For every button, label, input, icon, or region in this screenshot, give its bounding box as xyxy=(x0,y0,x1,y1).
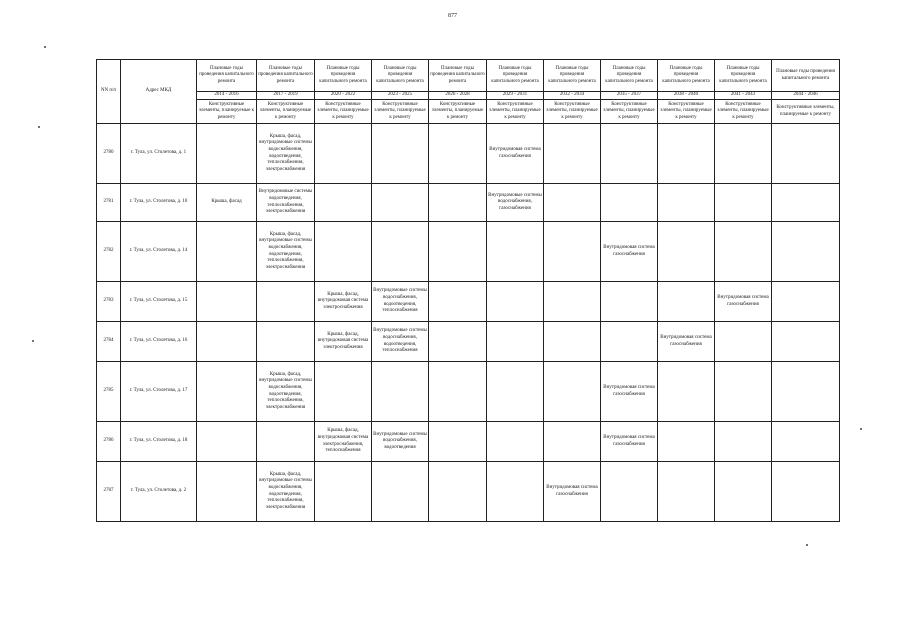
repair-elements-cell xyxy=(544,124,601,184)
repair-elements-cell xyxy=(715,422,772,462)
table-row xyxy=(97,184,840,222)
table-row xyxy=(97,322,840,362)
repair-elements-cell xyxy=(715,322,772,362)
repair-elements-cell: Крыша, фасад, внутридомовые системы водоснабжения, водоотведения, теплоснабжения, электроснабжения xyxy=(257,124,315,184)
scan-speck xyxy=(806,544,808,546)
repair-elements-cell xyxy=(429,184,487,222)
row-address: г. Тула, ул. Столетова, д. 2 xyxy=(121,462,197,522)
repair-elements-cell xyxy=(429,222,487,282)
repair-elements-cell: Крыша, фасад, внутридомовая система электроснабжения xyxy=(315,322,372,362)
repair-elements-cell xyxy=(197,322,257,362)
row-address: г. Тула, ул. Столетова, д. 15 xyxy=(121,282,197,322)
table-row xyxy=(97,222,840,282)
repair-elements-cell xyxy=(487,462,544,522)
repair-elements-cell xyxy=(544,322,601,362)
header-elements: Конструктивные элементы, планируемые к ремонту xyxy=(372,100,429,124)
header-elements: Конструктивные элементы, планируемые к ремонту xyxy=(429,100,487,124)
repair-elements-cell: Внутридомовые системы водоснабжения, газоснабжения xyxy=(487,184,544,222)
repair-elements-cell xyxy=(487,322,544,362)
repair-elements-cell xyxy=(487,362,544,422)
repair-elements-cell: Внутридомовая система газоснабжения xyxy=(544,462,601,522)
row-address: г. Тула, ул. Столетова, д. 17 xyxy=(121,362,197,422)
header-year: 2044 - 2046 xyxy=(772,92,840,100)
repair-elements-cell xyxy=(315,362,372,422)
repair-elements-cell xyxy=(715,462,772,522)
repair-elements-cell xyxy=(715,124,772,184)
repair-elements-cell xyxy=(257,322,315,362)
header-elements: Конструктивные элементы, планируемые к ремонту xyxy=(544,100,601,124)
repair-elements-cell xyxy=(372,124,429,184)
repair-elements-cell xyxy=(487,422,544,462)
repair-elements-cell: Внутридомовая система газоснабжения xyxy=(715,282,772,322)
repair-elements-cell xyxy=(772,184,840,222)
table-row xyxy=(97,422,840,462)
repair-elements-cell xyxy=(429,124,487,184)
repair-elements-cell: Внутридомовая система газоснабжения xyxy=(601,422,658,462)
capital-repair-table xyxy=(96,59,840,522)
repair-elements-cell: Внутридомовая система газоснабжения xyxy=(601,222,658,282)
table-row xyxy=(97,124,840,184)
repair-elements-cell xyxy=(197,422,257,462)
repair-elements-cell xyxy=(315,462,372,522)
repair-elements-cell xyxy=(772,282,840,322)
header-nn: NN п/п xyxy=(97,60,121,124)
header-year: 2038 - 2040 xyxy=(658,92,715,100)
repair-elements-cell: Крыша, фасад, внутридомовые системы водоснабжения, водоотведения, теплоснабжения, электроснабжения xyxy=(257,222,315,282)
repair-elements-cell xyxy=(715,362,772,422)
header-year: 2017 - 2019 xyxy=(257,92,315,100)
table-row xyxy=(97,362,840,422)
repair-elements-cell: Крыша, фасад, внутридомовая система электроснабжения xyxy=(315,282,372,322)
header-year: 2026 - 2028 xyxy=(429,92,487,100)
repair-elements-cell xyxy=(429,362,487,422)
repair-elements-cell xyxy=(487,282,544,322)
repair-elements-cell xyxy=(487,222,544,282)
repair-elements-cell: Крыша, фасад, внутридомовая система электроснабжения, теплоснабжения xyxy=(315,422,372,462)
header-period: Плановые годы проведения капитального ремонта xyxy=(601,60,658,92)
row-number: 2785 xyxy=(97,362,121,422)
table-body xyxy=(97,60,840,522)
repair-elements-cell: Внутридомовые системы водоснабжения, водоотведения, теплоснабжения xyxy=(372,282,429,322)
header-period: Плановые годы проведения капитального ремонта xyxy=(544,60,601,92)
header-period: Плановые годы проведения капитального ремонта xyxy=(715,60,772,92)
repair-elements-cell xyxy=(544,222,601,282)
header-period: Плановые годы проведения капитального ремонта xyxy=(257,60,315,92)
repair-elements-cell xyxy=(772,362,840,422)
header-year: 2020 - 2022 xyxy=(315,92,372,100)
table-row xyxy=(97,282,840,322)
repair-elements-cell xyxy=(658,462,715,522)
scan-speck xyxy=(32,340,34,342)
header-elements: Конструктивные элементы, планируемые к ремонту xyxy=(315,100,372,124)
repair-elements-cell xyxy=(197,124,257,184)
header-period: Плановые годы проведения капитального ремонта xyxy=(372,60,429,92)
header-period: Плановые годы проведения капитального ремонта xyxy=(772,60,840,92)
header-address: Адрес МКД xyxy=(121,60,197,124)
header-period: Плановые годы проведения капитального ремонта xyxy=(429,60,487,92)
repair-elements-cell: Крыша, фасад, внутридомовые системы водоснабжения, водоотведения, теплоснабжения, электроснабжения xyxy=(257,462,315,522)
repair-elements-cell xyxy=(257,282,315,322)
repair-elements-cell xyxy=(772,462,840,522)
repair-elements-cell xyxy=(372,462,429,522)
repair-elements-cell xyxy=(197,282,257,322)
repair-elements-cell: Внутридомовые системы водоотведения, теплоснабжения, электроснабжения xyxy=(257,184,315,222)
repair-elements-cell xyxy=(544,362,601,422)
repair-elements-cell xyxy=(197,222,257,282)
row-number: 2780 xyxy=(97,124,121,184)
page-number: 877 xyxy=(448,13,457,19)
repair-elements-cell: Внутридомовые системы водоснабжения, водоотведения, теплоснабжения xyxy=(372,322,429,362)
scan-speck xyxy=(38,126,40,128)
row-address: г. Тула, ул. Столетова, д. 14 xyxy=(121,222,197,282)
row-address: г. Тула, ул. Столетова, д. 16 xyxy=(121,322,197,362)
header-period: Плановые годы проведения капитального ремонта xyxy=(487,60,544,92)
repair-elements-cell xyxy=(197,462,257,522)
repair-elements-cell: Крыша, фасад, внутридомовые системы водоснабжения, водоотведения, теплоснабжения, электроснабжения xyxy=(257,362,315,422)
header-elements: Конструктивные элементы, планируемые к ремонту xyxy=(197,100,257,124)
repair-elements-cell xyxy=(715,222,772,282)
repair-elements-cell xyxy=(772,124,840,184)
header-elements: Конструктивные элементы, планируемые к ремонту xyxy=(658,100,715,124)
repair-elements-cell xyxy=(601,124,658,184)
row-number: 2787 xyxy=(97,462,121,522)
header-elements: Конструктивные элементы, планируемые к ремонту xyxy=(487,100,544,124)
row-number: 2782 xyxy=(97,222,121,282)
header-year: 2029 - 2031 xyxy=(487,92,544,100)
repair-elements-cell xyxy=(658,222,715,282)
repair-elements-cell xyxy=(772,322,840,362)
repair-elements-cell xyxy=(315,222,372,282)
header-period: Плановые годы проведения капитального ремонта xyxy=(197,60,257,92)
header-row-years xyxy=(97,92,840,100)
repair-elements-cell xyxy=(429,422,487,462)
repair-elements-cell xyxy=(658,422,715,462)
header-period: Плановые годы проведения капитального ремонта xyxy=(658,60,715,92)
repair-elements-cell xyxy=(715,184,772,222)
row-number: 2784 xyxy=(97,322,121,362)
repair-elements-cell: Крыша, фасад xyxy=(197,184,257,222)
repair-elements-cell: Внутридомовые системы водоснабжения, водоотведения xyxy=(372,422,429,462)
header-row-elements xyxy=(97,100,840,124)
row-address: г. Тула, ул. Столетова, д. 1 xyxy=(121,124,197,184)
repair-elements-cell: Внутридомовая система газоснабжения xyxy=(487,124,544,184)
row-number: 2781 xyxy=(97,184,121,222)
row-address: г. Тула, ул. Столетова, д. 18 xyxy=(121,422,197,462)
repair-elements-cell xyxy=(429,282,487,322)
repair-elements-cell xyxy=(257,422,315,462)
repair-elements-cell xyxy=(601,322,658,362)
repair-elements-cell xyxy=(658,362,715,422)
header-year: 2032 - 2034 xyxy=(544,92,601,100)
repair-elements-cell xyxy=(429,462,487,522)
scan-speck xyxy=(44,46,46,48)
header-elements: Конструктивные элементы, планируемые к ремонту xyxy=(772,100,840,124)
repair-elements-cell xyxy=(658,124,715,184)
header-period: Плановые годы проведения капитального ремонта xyxy=(315,60,372,92)
row-number: 2786 xyxy=(97,422,121,462)
repair-elements-cell xyxy=(429,322,487,362)
repair-elements-cell xyxy=(601,282,658,322)
header-row-periods xyxy=(97,60,840,92)
header-year: 2041 - 2043 xyxy=(715,92,772,100)
repair-elements-cell xyxy=(658,282,715,322)
repair-elements-cell xyxy=(658,184,715,222)
repair-elements-cell xyxy=(772,222,840,282)
repair-elements-cell: Внутридомовая система газоснабжения xyxy=(601,362,658,422)
header-elements: Конструктивные элементы, планируемые к ремонту xyxy=(601,100,658,124)
row-address: г. Тула, ул. Столетова, д. 10 xyxy=(121,184,197,222)
repair-elements-cell xyxy=(315,184,372,222)
repair-elements-cell: Внутридомовая система газоснабжения xyxy=(658,322,715,362)
header-year: 2014 - 2016 xyxy=(197,92,257,100)
repair-elements-cell xyxy=(315,124,372,184)
header-year: 2023 - 2025 xyxy=(372,92,429,100)
repair-elements-cell xyxy=(601,184,658,222)
repair-elements-cell xyxy=(544,422,601,462)
repair-elements-cell xyxy=(197,362,257,422)
repair-elements-cell xyxy=(601,462,658,522)
repair-elements-cell xyxy=(772,422,840,462)
repair-elements-cell xyxy=(544,282,601,322)
repair-elements-cell xyxy=(372,222,429,282)
repair-elements-cell xyxy=(372,362,429,422)
table-row xyxy=(97,462,840,522)
scan-speck xyxy=(860,428,862,430)
repair-elements-cell xyxy=(544,184,601,222)
header-year: 2035 - 2037 xyxy=(601,92,658,100)
row-number: 2783 xyxy=(97,282,121,322)
repair-elements-cell xyxy=(372,184,429,222)
header-elements: Конструктивные элементы, планируемые к ремонту xyxy=(257,100,315,124)
header-elements: Конструктивные элементы, планируемые к ремонту xyxy=(715,100,772,124)
